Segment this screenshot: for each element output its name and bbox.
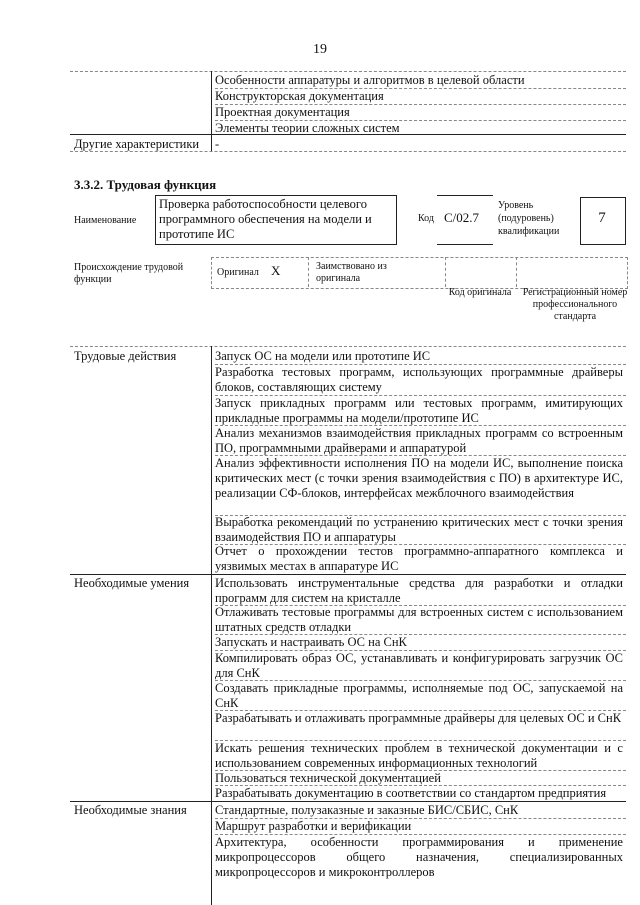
- column-divider: [445, 257, 446, 287]
- column-divider: [308, 257, 309, 287]
- table-row: Разрабатывать документацию в соответствии со стандартом предприятия: [215, 786, 607, 800]
- reg-number-label: Регистрационный номер профессионального стандарта: [522, 287, 628, 322]
- table-row: Анализ механизмов взаимодействия прикладных программ со встроенным ПО, программными драйверами и аппаратурой: [215, 426, 623, 455]
- table-row: Использовать инструментальные средства для разработки и отладки программ для систем на кристалле: [215, 576, 623, 605]
- function-name: Проверка работоспособности целевого программного обеспечения на модели и прототипе ИС: [159, 197, 372, 241]
- other-characteristics-value: -: [215, 137, 220, 151]
- table-row: Разрабатывать и отлаживать программные драйверы для целевых ОС и СнК: [215, 711, 622, 725]
- code-original-label: Код оригинала: [448, 287, 512, 298]
- code-label: Код: [418, 213, 434, 224]
- table-row: Создавать прикладные программы, исполняемые под ОС, запускаемой на СнК: [215, 681, 623, 710]
- table-row: Выработка рекомендаций по устранению критических мест с точки зрения взаимодействия ПО и аппаратуры: [215, 515, 623, 544]
- table-row: Стандартные, полузаказные и заказные БИС/СБИС, СнК: [215, 803, 519, 817]
- list-item: Элементы теории сложных систем: [215, 121, 400, 135]
- knowledge-label: Необходимые знания: [74, 803, 187, 817]
- list-item: Особенности аппаратуры и алгоритмов в целевой области: [215, 73, 525, 87]
- table-row: Отлаживать тестовые программы для встроенных систем с использованием штатных средств отладки: [215, 605, 623, 634]
- divider: [215, 88, 626, 89]
- section-divider: [70, 801, 626, 802]
- column-divider: [211, 71, 212, 151]
- table-row: Архитектура, особенности программирования и применение микропроцессоров общего назначения, специализированных микропроцессоров и микроконтроллеров: [215, 835, 623, 879]
- origin-label: Происхождение трудовой функции: [74, 262, 184, 285]
- function-code: C/02.7: [444, 210, 480, 225]
- list-item: Конструкторская документация: [215, 89, 384, 103]
- page-number: 19: [313, 42, 327, 57]
- divider: [70, 134, 626, 135]
- column-divider: [516, 257, 517, 287]
- table-top-border: [70, 346, 626, 347]
- table-row: Искать решения технических проблем в технической документации и с использованием современных информационных технологий: [215, 741, 623, 770]
- divider: [70, 151, 626, 152]
- name-label: Наименование: [74, 215, 137, 226]
- table-row: Отчет о прохождении тестов программно-аппаратного комплекса и уязвимых местах в аппаратуре ИС: [215, 544, 623, 573]
- other-characteristics-label: Другие характеристики: [74, 137, 200, 151]
- table-row: Запуск ОС на модели или прототипе ИС: [215, 349, 431, 363]
- table-row: Запуск прикладных программ или тестовых программ, имитирующих прикладные программы на модели/прототипе ИС: [215, 396, 623, 425]
- level-value: 7: [598, 210, 606, 226]
- table-row: Разработка тестовых программ, использующих программные драйверы блоков, составляющих систему: [215, 365, 623, 394]
- divider: [215, 104, 626, 105]
- list-item: Проектная документация: [215, 105, 350, 119]
- divider: [215, 120, 626, 121]
- table-row: Анализ эффективности исполнения ПО на модели ИС, выполнение поиска критических мест (с точки зрения взаимодействия с ПО) в архитектуре ИС, реализации СФ-блоков, интерфейсах межблочного взаимодействия: [215, 456, 623, 500]
- column-divider: [211, 346, 212, 905]
- level-label: Уровень (подуровень) квалификации: [498, 200, 560, 237]
- borrowed-label: Заимствовано из оригинала: [316, 261, 387, 284]
- table-row: Запускать и настраивать ОС на СнК: [215, 635, 407, 649]
- skills-label: Необходимые умения: [74, 576, 190, 590]
- section-divider: [70, 574, 626, 575]
- table-row: Маршрут разработки и верификации: [215, 819, 412, 833]
- table-row: Пользоваться технической документацией: [215, 771, 441, 785]
- table-row: Компилировать образ ОС, устанавливать и конфигурировать загрузчик ОС для СнК: [215, 651, 623, 680]
- labor-actions-label: Трудовые действия: [74, 349, 177, 363]
- section-title: 3.3.2. Трудовая функция: [74, 177, 217, 192]
- original-label: Оригинал: [217, 267, 259, 278]
- original-mark: X: [271, 263, 281, 278]
